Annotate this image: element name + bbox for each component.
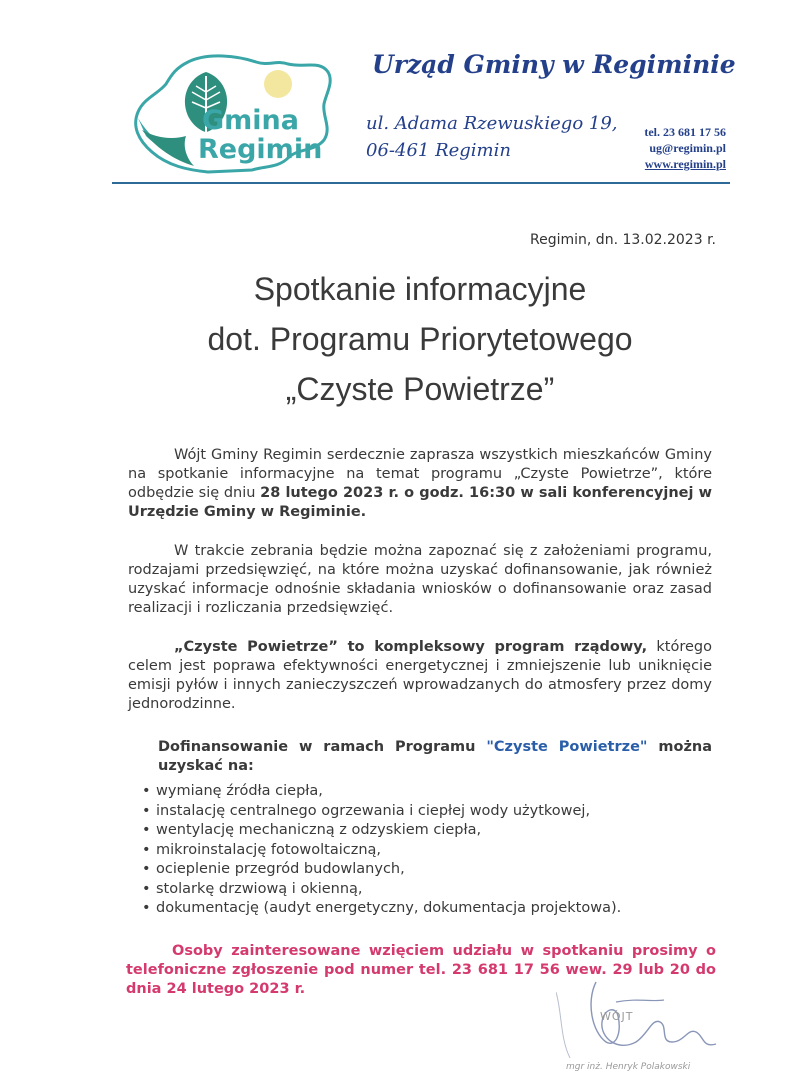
funding-heading [128, 738, 712, 776]
address-line2: 06-461 Regimin [366, 140, 511, 161]
funding-program-name: "Czyste Powietrze" [486, 739, 648, 755]
funding-heading-b: można uzyskać na: [158, 739, 712, 774]
letterhead [0, 0, 786, 200]
list-item: • wymianę źródła ciepła, [128, 782, 712, 802]
list-item: • dokumentację (audyt energetyczny, dokumentacja projektowa). [128, 899, 712, 919]
title-line2: dot. Programu Priorytetowego [207, 321, 633, 357]
stamp-name: mgr inż. Henryk Polakowski [566, 1062, 691, 1072]
meeting-place: w sali konferencyjnej w Urzędzie Gminy w Regiminie. [128, 485, 712, 520]
list-item: • ocieplenie przegród budowlanych, [128, 860, 712, 880]
document-title [110, 264, 730, 414]
contact-block [644, 124, 726, 172]
list-item: • stolarkę drzwiową i okienną, [128, 880, 712, 900]
list-item: • wentylację mechaniczną z odzyskiem ciepła, [128, 821, 712, 841]
funding-list [128, 782, 712, 919]
funding-heading-a: Dofinansowanie w ramach Programu [158, 739, 487, 755]
logo-line1: Gmina [202, 105, 299, 136]
logo-wordmark [198, 105, 323, 165]
website-link[interactable]: www.regimin.pl [644, 157, 726, 171]
agenda-paragraph: W trakcie zebrania będzie można zapoznać się z założeniami programu, rodzajami przedsięwzięć, na które można uzyskać dofinansowanie, jak również uzyskać informacje odnośnie składania wniosków o dofinansowanie oraz zasad realizacji i rozliczania przedsięwzięć. [128, 543, 712, 616]
title-line3: „Czyste Powietrze” [285, 371, 555, 407]
phone: tel. 23 681 17 56 [644, 125, 726, 139]
list-item: • instalację centralnego ogrzewania i ciepłej wody użytkowej, [128, 802, 712, 822]
program-description: którego celem jest poprawa efektywności energetycznej i zmniejszenie lub uniknięcie emisji pyłów i innych zanieczyszczeń wprowadzanych do atmosfery przez domy jednorodzinne. [128, 639, 712, 712]
invitation-text: Wójt Gminy Regimin serdecznie zaprasza wszystkich mieszkańców Gminy na spotkanie informacyjne na temat programu „Czyste Powietrze”, które odbędzie się dniu [128, 447, 712, 501]
registration-text: Osoby zainteresowane wzięciem udziału w spotkaniu prosimy o telefoniczne zgłoszenie pod numer tel. 23 681 17 56 wew. 29 lub 20 do dnia 24 lutego 2023 r. [126, 943, 716, 997]
program-paragraph [128, 638, 712, 714]
letter-date: Regimin, dn. 13.02.2023 r. [530, 232, 716, 248]
email: ug@regimin.pl [649, 141, 726, 155]
signature-icon [556, 972, 736, 1062]
address [366, 110, 618, 164]
logo-line2: Regimin [198, 134, 323, 165]
program-intro: „Czyste Powietrze” to kompleksowy program rządowy, [174, 639, 648, 655]
org-name: Urząd Gminy w Regiminie [372, 50, 736, 79]
document-body [128, 446, 712, 919]
list-item: • mikroinstalację fotowoltaiczną, [128, 841, 712, 861]
gmina-logo [128, 48, 338, 180]
meeting-date: 28 lutego 2023 r. o godz. 16:30 [260, 485, 516, 501]
address-line1: ul. Adama Rzewuskiego 19, [366, 113, 618, 134]
title-line1: Spotkanie informacyjne [253, 271, 587, 307]
stamp-title: WÓJT [600, 1010, 634, 1023]
invitation-paragraph [128, 446, 712, 522]
header-divider [112, 182, 730, 184]
